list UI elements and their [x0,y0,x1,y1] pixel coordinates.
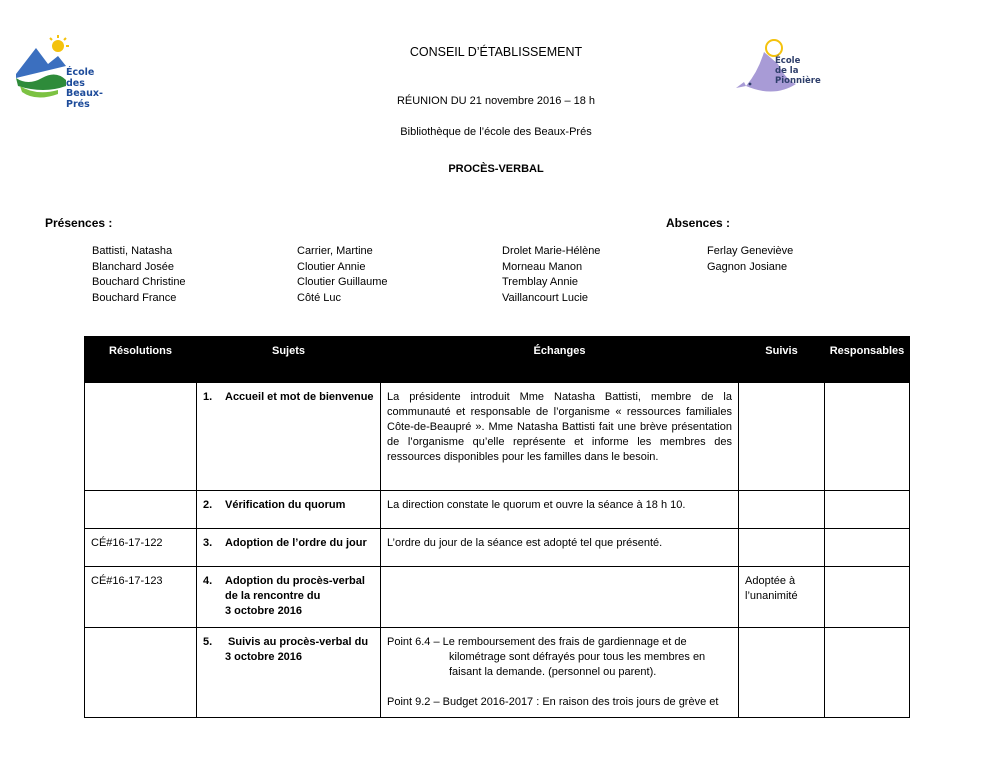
responsible-cell [825,491,910,529]
logo-right-line1: École [775,56,801,66]
point-text-line: Le remboursement des frais de gardiennage et de [442,636,687,648]
logo-left-line1: École [66,67,95,78]
attendee-name: Drolet Marie-Hélène [502,245,601,257]
meeting-location: Bibliothèque de l’école des Beaux-Prés [400,126,592,138]
attendee-name: Cloutier Annie [297,260,366,273]
resolution-cell: CÉ#16-17-123 [85,567,197,628]
document-title: CONSEIL D’ÉTABLISSEMENT [409,45,583,59]
attendee-name: Bouchard Christine [92,276,186,288]
ecole-pionniere-logo [734,38,844,108]
point-label: Point 6.4 – [387,636,443,648]
subject-text-line: 3 octobre 2016 [225,605,303,617]
table-header-row [85,337,910,383]
point-text-line: Point 9.2 – Budget 2016-2017 : En raison des trois jours de grève et [387,696,719,708]
document-type: PROCÈS-VERBAL [448,163,544,175]
attendee-name: Vaillancourt Lucie [502,291,589,304]
table-row [85,491,910,529]
subject-cell [197,529,381,567]
header-subjects: Sujets [197,337,381,383]
present-label: Présences : [45,216,113,230]
header-responsible: Responsables [825,337,910,383]
attendee-name: Carrier, Martine [297,245,373,257]
resolution-cell [85,628,197,718]
follow-up-line: Adoptée à [745,575,796,587]
responsible-cell [825,567,910,628]
resolution-cell [85,491,197,529]
attendee-name: Battisti, Natasha [92,245,173,257]
point-text-line: faisant la demande. (personnel ou parent). [449,666,657,678]
attendee-name: Cloutier Guillaume [297,276,388,288]
subject-text-line: de la rencontre du [225,590,321,602]
absent-label: Absences : [666,216,731,230]
attendee-name: Morneau Manon [502,260,583,273]
subject-text: Adoption de l’ordre du jour [225,537,367,549]
subject-number: 1. [203,391,213,403]
exchange-cell: La direction constate le quorum et ouvre la séance à 18 h 10. [381,491,739,529]
absentee-name: Ferlay Geneviève [707,245,794,257]
subject-number: 4. [203,575,213,587]
table-row [85,529,910,567]
follow-up-cell [739,567,825,628]
subject-text-line: 3 octobre 2016 [225,651,303,663]
attendee-name: Bouchard France [92,291,177,304]
follow-up-line: l’unanimité [745,590,798,602]
responsible-cell [825,383,910,491]
subject-cell [197,383,381,491]
subject-cell [197,491,381,529]
table-row [85,628,910,718]
logo-right-line3: Pionnière [775,76,821,86]
table-row [85,383,910,491]
subject-number: 5. [203,636,213,648]
follow-up-cell [739,491,825,529]
exchange-cell: La présidente introduit Mme Natasha Battisti, membre de la communauté et responsable de l’organisme « ressources familiales Côte-de-Beaupré ». Mme Natasha Battisti fait une brève présentation de l’organisme qu’elle représente et informe les membres des ressources disponibles pour les familles dans le besoin. [381,383,739,491]
attendee-name: Tremblay Annie [502,276,579,288]
subject-text: Accueil et mot de bienvenue [225,391,374,403]
logo-left-line2: des [66,77,85,89]
resolution-cell: CÉ#16-17-122 [85,529,197,567]
subject-text: Vérification du quorum [225,499,346,511]
present-list-col1 [92,244,186,306]
subject-text-line: Adoption du procès-verbal [225,575,365,587]
logo-right-line2: de la [775,66,799,76]
exchange-cell [381,628,739,718]
subject-text-line: Suivis au procès-verbal du [225,636,369,648]
header-resolutions: Résolutions [85,337,197,383]
exchange-cell: L’ordre du jour de la séance est adopté tel que présenté. [381,529,739,567]
meeting-date: RÉUNION DU 21 novembre 2016 – 18 h [396,95,596,107]
table-row [85,567,910,628]
subject-cell [197,628,381,718]
point-text-line: kilométrage sont défrayés pour tous les membres en [449,651,706,663]
header-exchanges: Échanges [381,337,739,383]
present-list-col3 [502,244,600,306]
follow-up-cell [739,628,825,718]
logo-left-line3: Beaux-Prés [66,88,103,110]
resolution-cell [85,383,197,491]
present-list-col2 [297,244,387,306]
follow-up-cell [739,383,825,491]
attendee-name: Blanchard Josée [92,260,174,273]
subject-cell [197,567,381,628]
attendee-name: Côté Luc [297,291,342,304]
responsible-cell [825,628,910,718]
header-follow-up: Suivis [739,337,825,383]
subject-number: 2. [203,499,213,511]
minutes-table [84,336,910,718]
subject-number: 3. [203,537,213,549]
exchange-cell [381,567,739,628]
responsible-cell [825,529,910,567]
absent-list [707,244,793,275]
absentee-name: Gagnon Josiane [707,260,788,273]
follow-up-cell [739,529,825,567]
